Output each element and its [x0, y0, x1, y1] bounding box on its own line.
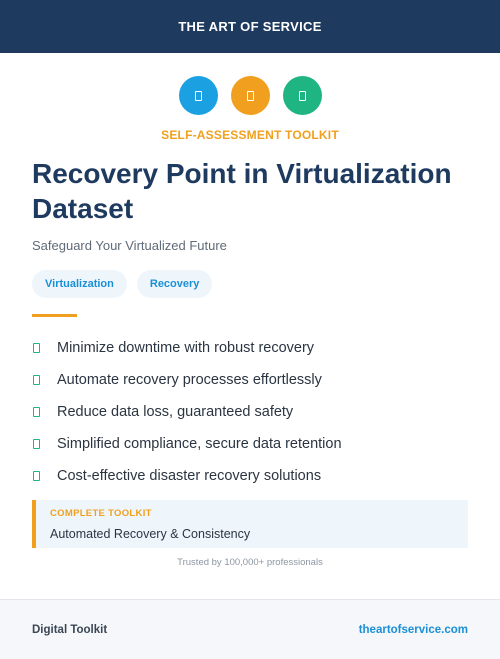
- list-item: [32, 332, 472, 364]
- feature-text: Simplified compliance, secure data retention: [57, 436, 342, 452]
- subtitle: Safeguard Your Virtualized Future: [32, 238, 227, 253]
- feature-list: [32, 332, 472, 492]
- callout-label: COMPLETE TOOLKIT: [50, 508, 152, 519]
- check-icon: [33, 375, 40, 385]
- trust-note: Trusted by 100,000+ professionals: [177, 557, 323, 568]
- footer-bar: [0, 599, 500, 659]
- eyebrow-label: SELF-ASSESSMENT TOOLKIT: [161, 128, 339, 142]
- tag-list: [32, 270, 212, 298]
- footer-link[interactable]: theartofservice.com: [358, 623, 468, 636]
- tag-virtualization[interactable]: Virtualization: [32, 270, 127, 298]
- footer-label: Digital Toolkit: [32, 623, 108, 636]
- page-title: Recovery Point in Virtualization Dataset: [32, 158, 452, 224]
- doc-icon: [179, 76, 218, 115]
- callout-text: Automated Recovery & Consistency: [50, 527, 251, 541]
- check-icon: [33, 407, 40, 417]
- check-icon: [33, 343, 40, 353]
- doc-icon: [283, 76, 322, 115]
- doc-icon: [231, 76, 270, 115]
- feature-text: Minimize downtime with robust recovery: [57, 340, 315, 356]
- icon-row: [0, 76, 500, 115]
- accent-divider: [32, 314, 77, 317]
- tag-recovery[interactable]: Recovery: [137, 270, 213, 298]
- brand-name: THE ART OF SERVICE: [178, 19, 322, 34]
- check-icon: [33, 471, 40, 481]
- feature-text: Reduce data loss, guaranteed safety: [57, 404, 294, 420]
- list-item: [32, 364, 472, 396]
- list-item: [32, 428, 472, 460]
- toolkit-callout: [32, 500, 468, 548]
- feature-text: Automate recovery processes effortlessly: [57, 372, 322, 388]
- feature-text: Cost-effective disaster recovery solutions: [57, 468, 322, 484]
- list-item: [32, 460, 472, 492]
- list-item: [32, 396, 472, 428]
- header-bar: [0, 0, 500, 53]
- check-icon: [33, 439, 40, 449]
